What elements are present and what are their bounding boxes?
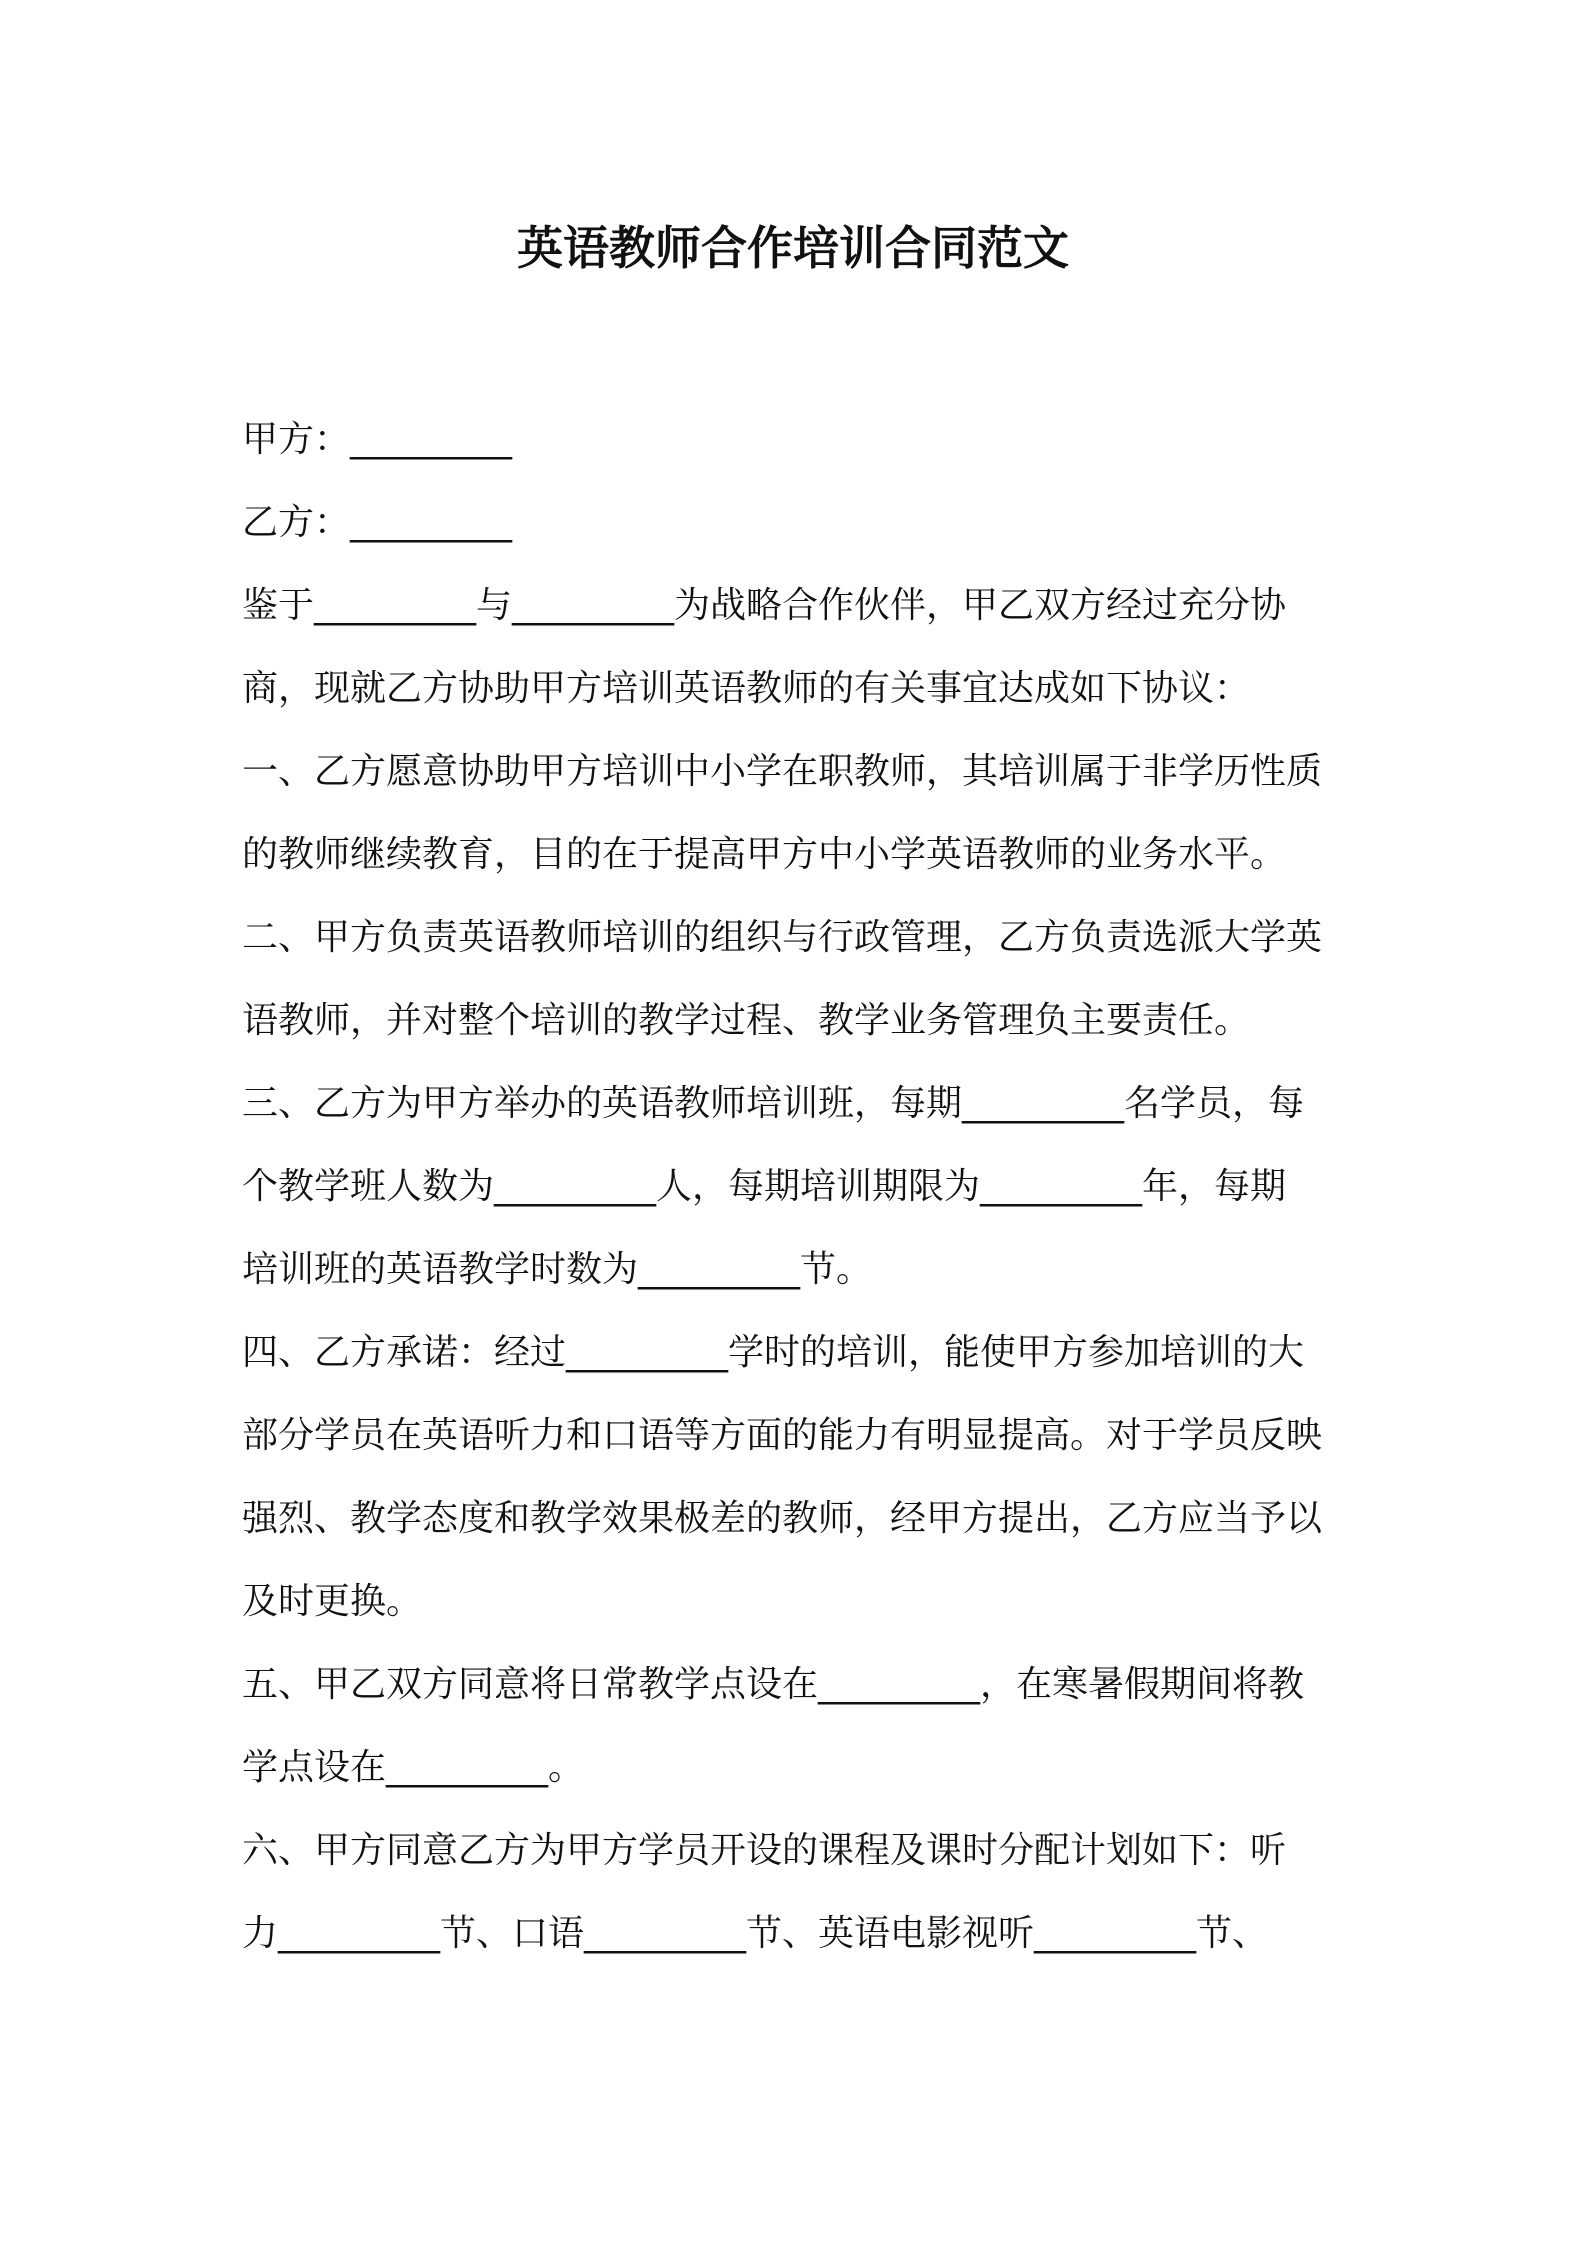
clause-2-line-1: 二、甲方负责英语教师培训的组织与行政管理，乙方负责选派大学英: [242, 917, 1323, 958]
clause-4-line-3: 强烈、教学态度和教学效果极差的教师，经甲方提出，乙方应当予以: [242, 1498, 1323, 1539]
clause-1-line-1: 一、乙方愿意协助甲方培训中小学在职教师，其培训属于非学历性质: [242, 751, 1323, 792]
clause-5-line-2: 学点设在_________。: [242, 1747, 585, 1788]
clause-3-line-2: 个教学班人数为_________人，每期培训期限为_________年，每期: [242, 1166, 1287, 1207]
clause-4-line-1: 四、乙方承诺：经过_________学时的培训，能使甲方参加培训的大: [242, 1332, 1305, 1373]
clause-6-line-2: 力_________节、口语_________节、英语电影视听_________节、: [242, 1913, 1269, 1954]
clause-3-line-1: 三、乙方为甲方举办的英语教师培训班，每期_________名学员，每: [242, 1083, 1305, 1124]
document-title: 英语教师合作培训合同范文: [517, 221, 1069, 275]
clause-2-line-2: 语教师，并对整个培训的教学过程、教学业务管理负主要责任。: [242, 1000, 1251, 1041]
party-b-line: 乙方：_________: [242, 502, 513, 543]
clause-1-line-2: 的教师继续教育，目的在于提高甲方中小学英语教师的业务水平。: [242, 834, 1287, 875]
preamble-line-2: 商，现就乙方协助甲方培训英语教师的有关事宜达成如下协议：: [242, 668, 1251, 709]
clause-5-line-1: 五、甲乙双方同意将日常教学点设在_________，在寒暑假期间将教: [242, 1664, 1305, 1705]
clause-3-line-3: 培训班的英语教学时数为_________节。: [242, 1249, 873, 1290]
clause-6-line-1: 六、甲方同意乙方为甲方学员开设的课程及课时分配计划如下：听: [242, 1830, 1287, 1871]
clause-4-line-2: 部分学员在英语听力和口语等方面的能力有明显提高。对于学员反映: [242, 1415, 1323, 1456]
party-a-line: 甲方：_________: [242, 419, 513, 460]
preamble-line-1: 鉴于_________与_________为战略合作伙伴，甲乙双方经过充分协: [242, 585, 1287, 626]
clause-4-line-4: 及时更换。: [242, 1581, 423, 1622]
